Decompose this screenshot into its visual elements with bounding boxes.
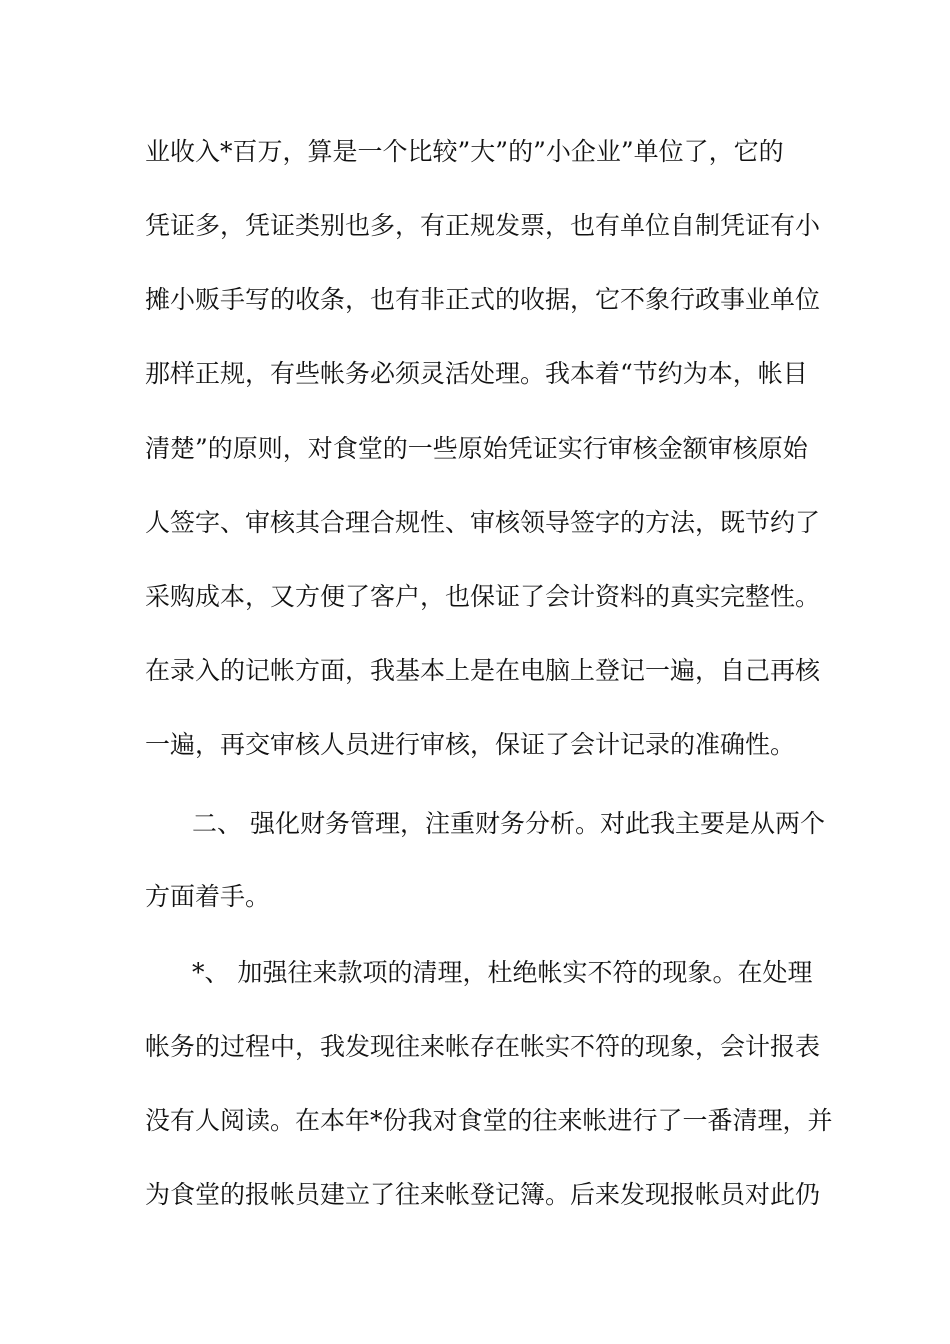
- paragraph-line-8: 在录入的记帐方面，我基本上是在电脑上登记一遍，自己再核: [145, 656, 821, 685]
- paragraph-line-9: 一遍，再交审核人员进行审核，保证了会计记录的准确性。: [145, 730, 796, 759]
- section-heading-continuation: 方面着手。: [145, 882, 271, 911]
- section-heading-line: 二、 强化财务管理，注重财务分析。对此我主要是从两个: [192, 809, 825, 838]
- paragraph-line-4: 那样正规，有些帐务必须灵活处理。我本着“节约为本，帐目: [145, 359, 808, 388]
- paragraph-line-15: 为食堂的报帐员建立了往来帐登记簿。后来发现报帐员对此仍: [145, 1180, 821, 1209]
- paragraph-line-3: 摊小贩手写的收条，也有非正式的收据，它不象行政事业单位: [145, 285, 821, 314]
- paragraph-line-2: 凭证多，凭证类别也多，有正规发票，也有单位自制凭证有小: [145, 211, 821, 240]
- paragraph-line-13: 帐务的过程中，我发现往来帐存在帐实不符的现象，会计报表: [145, 1032, 821, 1061]
- subsection-heading-line: *、 加强往来款项的清理，杜绝帐实不符的现象。在处理: [192, 958, 813, 987]
- paragraph-line-1: 业收入*百万，算是一个比较”大”的”小企业”单位了，它的: [145, 137, 784, 166]
- paragraph-line-5: 清楚”的原则，对食堂的一些原始凭证实行审核金额审核原始: [145, 434, 808, 463]
- paragraph-line-7: 采购成本，又方便了客户，也保证了会计资料的真实完整性。: [145, 582, 821, 611]
- paragraph-line-6: 人签字、审核其合理合规性、审核领导签字的方法，既节约了: [145, 508, 821, 537]
- paragraph-line-14: 没有人阅读。在本年*份我对食堂的往来帐进行了一番清理，并: [145, 1106, 833, 1135]
